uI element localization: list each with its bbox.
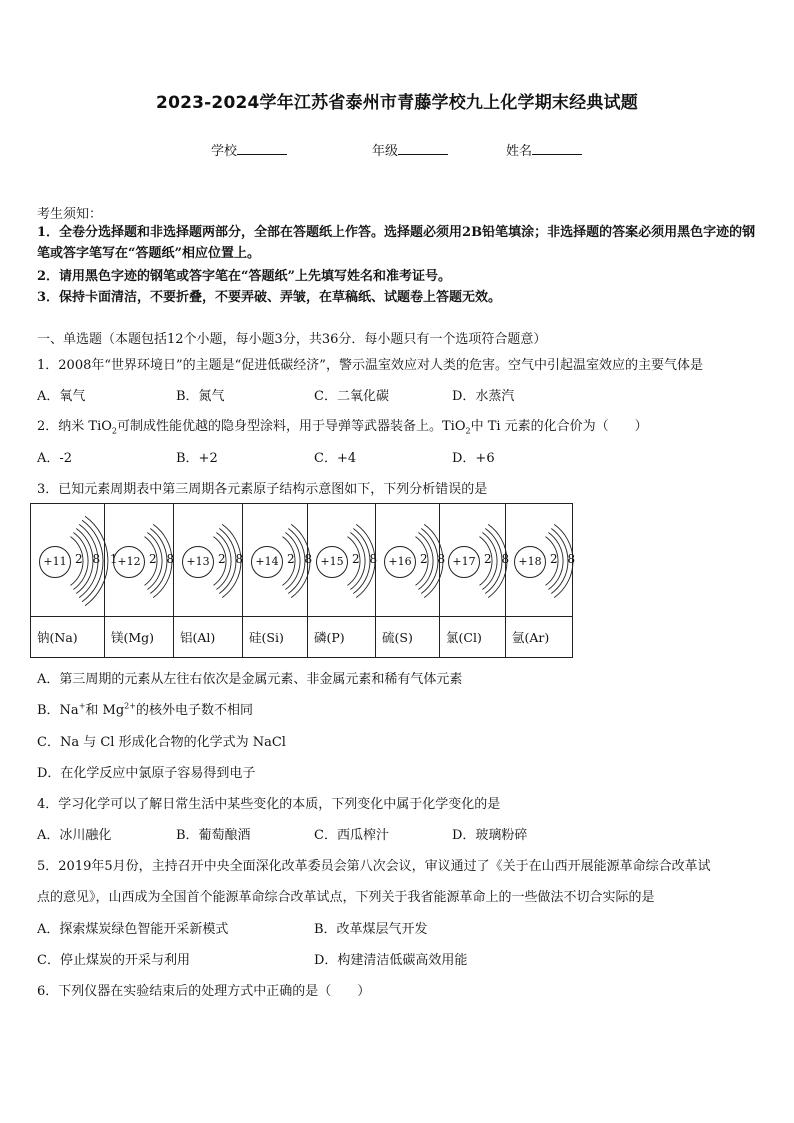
- q5-stem-line-1: 5．2019年5月份，主持召开中央全面深化改革委员会第八次会议，审议通过了《关于在山西开展能源革命综合改革试: [37, 859, 711, 874]
- grade-label: 年级: [372, 144, 399, 159]
- q4-option-a[interactable]: A．冰川融化: [37, 828, 112, 843]
- notice-heading: 考生须知：: [37, 207, 103, 222]
- q3-option-b-part2: 和 Mg: [85, 703, 125, 718]
- atom-cell-si: [243, 504, 316, 617]
- name-label: 姓名: [506, 144, 533, 159]
- q2-option-c[interactable]: C．+4: [314, 451, 357, 466]
- q3-option-a[interactable]: A．第三周期的元素从左往右依次是金属元素、非金属元素和稀有气体元素: [37, 672, 463, 687]
- element-name-mg: 镁(Mg): [105, 617, 174, 658]
- q2-option-d[interactable]: D．+6: [452, 451, 495, 466]
- electron-counts: 2 8: [287, 552, 316, 566]
- electron-counts: 2 8: [484, 552, 513, 566]
- school-field[interactable]: [211, 140, 287, 159]
- q5-stem-line-2: 点的意见》，山西成为全国首个能源革命综合改革试点，下列关于我省能源革命上的一些做法不切合实际的是: [37, 890, 655, 905]
- q2-subscript-1: 2: [111, 426, 117, 436]
- q3-option-b-part3: 的核外电子数不相同: [135, 703, 253, 718]
- nucleus-charge: +12: [113, 546, 145, 578]
- atom-diagram-row: [31, 504, 573, 617]
- q1-stem: 1．2008年“世界环境日”的主题是“促进低碳经济”，警示温室效应对人类的危害。空气中引起温室效应的主要气体是: [37, 358, 703, 373]
- nucleus-charge: +13: [182, 546, 214, 578]
- q1-option-a[interactable]: A．氧气: [37, 389, 86, 404]
- q5-option-b[interactable]: B．改革煤层气开发: [314, 922, 428, 937]
- electron-counts: 2 8: [420, 552, 449, 566]
- nucleus-charge: +17: [448, 546, 480, 578]
- element-name-na: 钠(Na): [31, 617, 105, 658]
- atom-cell-p: [308, 504, 381, 617]
- section-1-heading: 一、单选题（本题包括12个小题，每小题3分，共36分．每小题只有一个选项符合题意）: [37, 332, 547, 347]
- atomic-structure-table: [30, 503, 579, 658]
- q6-stem: 6．下列仪器在实验结束后的处理方式中正确的是（ ）: [37, 984, 371, 999]
- q1-option-b[interactable]: B．氮气: [176, 389, 225, 404]
- electron-counts: 2 8: [352, 552, 381, 566]
- q3-stem: 3．已知元素周期表中第三周期各元素原子结构示意图如下，下列分析错误的是: [37, 482, 488, 497]
- q2-stem-part3: 中 Ti 元素的化合价为（ ）: [470, 419, 648, 434]
- electron-counts: 2 8: [218, 552, 247, 566]
- grade-field[interactable]: [372, 140, 448, 159]
- atom-cell-na: [31, 504, 121, 617]
- nucleus-charge: +18: [514, 546, 546, 578]
- atom-cell-cl: [440, 504, 513, 617]
- q3-option-d[interactable]: D．在化学反应中氯原子容易得到电子: [37, 766, 256, 781]
- q3-option-b[interactable]: [37, 699, 253, 718]
- q3-superscript-1: +: [78, 701, 86, 711]
- element-name-ar: 氩(Ar): [506, 617, 573, 658]
- school-blank[interactable]: [237, 142, 287, 155]
- q2-stem-part2: 可制成性能优越的隐身型涂料，用于导弹等武器装备上。TiO: [116, 419, 466, 434]
- electron-counts: 2 8 1: [75, 552, 121, 566]
- school-label: 学校: [211, 144, 238, 159]
- nucleus-charge: +14: [251, 546, 283, 578]
- q5-option-c[interactable]: C．停止煤炭的开采与利用: [37, 953, 190, 968]
- q2-stem-part1: 2．纳米 TiO: [37, 419, 112, 434]
- q2-option-b[interactable]: B．+2: [176, 451, 218, 466]
- nucleus-charge: +11: [39, 546, 71, 578]
- q5-option-d[interactable]: D．构建清洁低碳高效用能: [314, 953, 468, 968]
- q2-stem: [37, 415, 648, 436]
- q5-option-a[interactable]: A．探索煤炭绿色智能开采新模式: [37, 922, 229, 937]
- q4-stem: 4．学习化学可以了解日常生活中某些变化的本质，下列变化中属于化学变化的是: [37, 797, 501, 812]
- element-name-s: 硫(S): [376, 617, 440, 658]
- name-field[interactable]: [506, 140, 582, 159]
- atom-cell-al: [174, 504, 247, 617]
- atom-cell-mg: [105, 504, 178, 617]
- q2-option-a[interactable]: A．-2: [37, 451, 73, 466]
- grade-blank[interactable]: [398, 142, 448, 155]
- q4-option-d[interactable]: D．玻璃粉碎: [452, 828, 528, 843]
- q3-option-c[interactable]: C．Na 与 Cl 形成化合物的化学式为 NaCl: [37, 735, 286, 750]
- q4-option-b[interactable]: B．葡萄酿酒: [176, 828, 251, 843]
- q3-superscript-2: 2+: [124, 701, 136, 711]
- nucleus-charge: +15: [316, 546, 348, 578]
- element-name-al: 铝(Al): [174, 617, 243, 658]
- notice-item-1: 1．全卷分选择题和非选择题两部分，全部在答题纸上作答。选择题必须用2B铅笔填涂；非选择题的答案必须用黑色字迹的钢笔或答字笔写在“答题纸”相应位置上。: [37, 225, 756, 261]
- q3-option-b-part1: B．Na: [37, 703, 79, 718]
- atom-cell-s: [376, 504, 449, 617]
- element-name-cl: 氯(Cl): [440, 617, 506, 658]
- electron-counts: 2 8: [550, 552, 579, 566]
- q2-subscript-2: 2: [465, 426, 471, 436]
- element-name-p: 磷(P): [308, 617, 376, 658]
- atom-cell-ar: [506, 504, 579, 617]
- q1-option-c[interactable]: C．二氧化碳: [314, 389, 389, 404]
- element-name-row: [31, 617, 573, 658]
- notice-item-2: 2．请用黑色字迹的钢笔或答字笔在“答题纸”上先填写姓名和准考证号。: [37, 269, 452, 284]
- page-title: 2023-2024学年江苏省泰州市青藤学校九上化学期末经典试题: [156, 93, 638, 113]
- q1-option-d[interactable]: D．水蒸汽: [452, 389, 515, 404]
- notice-item-3: 3．保持卡面清洁，不要折叠，不要弄破、弄皱，在草稿纸、试题卷上答题无效。: [37, 290, 502, 305]
- electron-counts: 2 8: [149, 552, 178, 566]
- name-blank[interactable]: [532, 142, 582, 155]
- nucleus-charge: +16: [384, 546, 416, 578]
- q4-option-c[interactable]: C．西瓜榨汁: [314, 828, 389, 843]
- element-name-si: 硅(Si): [243, 617, 308, 658]
